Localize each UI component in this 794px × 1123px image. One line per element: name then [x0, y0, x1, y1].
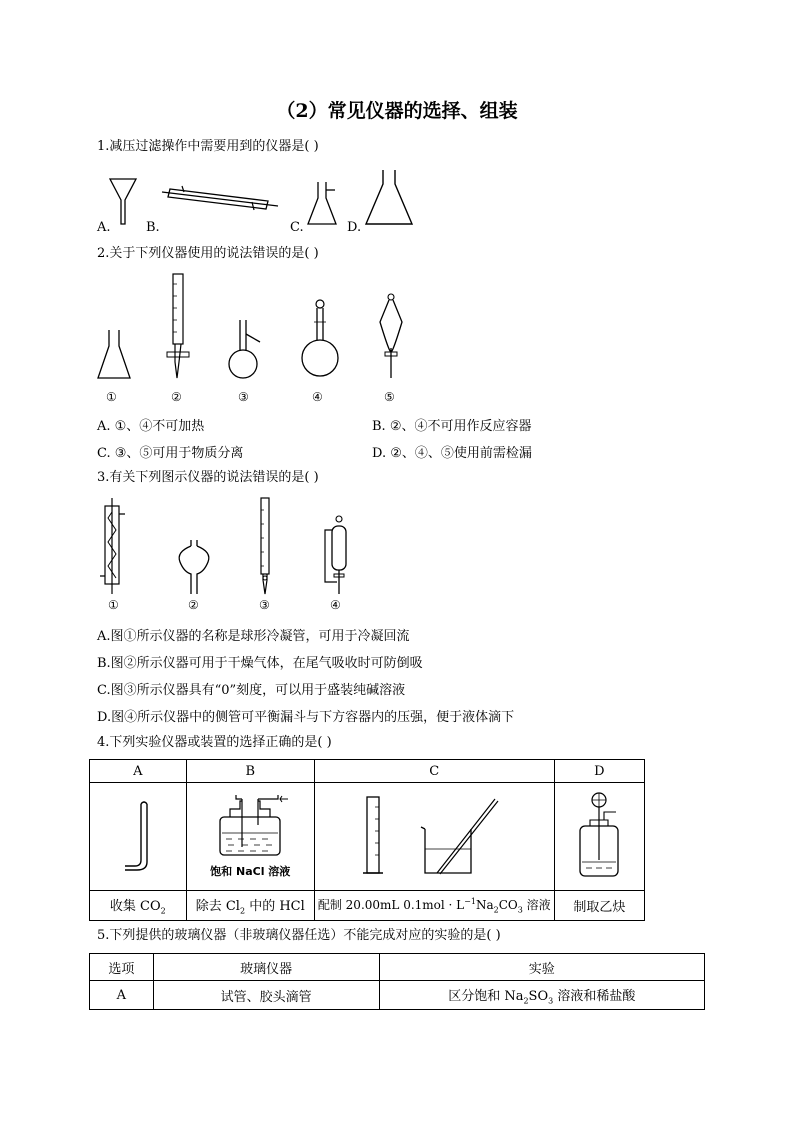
q3-fig1-label: ①	[108, 598, 119, 612]
q4-caption-b: 除去 $Cl_2$ 中的 HCl	[186, 891, 314, 921]
q4-header-a: A	[90, 760, 187, 783]
condenser-figure	[160, 186, 285, 214]
q5-header-option: 选项	[90, 954, 154, 981]
q4-figure-d	[554, 783, 644, 891]
q2-option-a: A. ①、④不可加热	[97, 419, 205, 434]
q2-option-b: B. ②、④不可用作反应容器	[372, 419, 532, 434]
q5-table	[89, 953, 705, 1010]
q1-label-d: D.	[347, 220, 362, 235]
q3-fig2-label: ②	[188, 598, 199, 612]
q3-fig3-burette	[254, 496, 276, 596]
funnel-figure	[108, 176, 138, 228]
q4-header-c: C	[314, 760, 554, 783]
q2-fig4-label: ④	[312, 390, 323, 404]
suction-flask-figure	[305, 180, 339, 228]
q2-option-d: D. ②、④、⑤使用前需检漏	[372, 446, 532, 461]
q1-label-a: A.	[97, 220, 111, 235]
q3-fig2-drying-bulb	[176, 538, 212, 596]
u-tube-icon	[123, 800, 153, 870]
q5-stem: 5.下列提供的玻璃仪器（非玻璃仪器任选）不能完成对应的实验的是( )	[97, 928, 501, 943]
cylinder-beaker-icon	[359, 793, 509, 877]
q4-header-b: B	[186, 760, 314, 783]
q5-row-a-experiment: 区分饱和 $Na_2SO_3$ 溶液和稀盐酸	[379, 981, 704, 1010]
q4-stem: 4.下列实验仪器或装置的选择正确的是( )	[97, 735, 332, 750]
q2-option-c: C. ③、⑤可用于物质分离	[97, 446, 244, 461]
q1-label-b: B.	[146, 220, 160, 235]
q5-row-a-glass: 试管、胶头滴管	[153, 981, 379, 1010]
q3-option-b: B.图②所示仪器可用于干燥气体，在尾气吸收时可防倒吸	[97, 656, 423, 671]
q2-fig3-label: ③	[238, 390, 249, 404]
q5-row-a-option: A	[90, 981, 154, 1010]
q5-header-experiment: 实验	[379, 954, 704, 981]
q5-header-glass: 玻璃仪器	[153, 954, 379, 981]
gas-washing-bottle-icon	[208, 795, 292, 857]
q4-figure-a	[90, 783, 187, 891]
q4-caption-c: 配制 20.00mL $0.1mol \cdot L^{-1}Na_2CO_3$ 溶液	[314, 891, 554, 921]
q4-caption-a: 收集 $CO_2$	[90, 891, 187, 921]
q4-header-d: D	[554, 760, 644, 783]
q2-fig1-label: ①	[106, 390, 117, 404]
conical-flask-figure	[363, 168, 415, 228]
q4-table	[89, 759, 645, 921]
q3-fig3-label: ③	[259, 598, 270, 612]
page-title: （2）常见仪器的选择、组装	[276, 100, 518, 122]
q3-option-a: A.图①所示仪器的名称是球形冷凝管，可用于冷凝回流	[97, 629, 410, 644]
gas-generator-icon	[572, 790, 626, 880]
q3-option-d: D.图④所示仪器中的侧管可平衡漏斗与下方容器内的压强，便于液体滴下	[97, 710, 515, 725]
q2-fig1-flask	[95, 328, 133, 382]
q1-stem: 1.减压过滤操作中需要用到的仪器是( )	[97, 139, 319, 154]
q3-fig1-bulb-condenser	[100, 496, 126, 596]
q3-fig4-pressure-funnel	[320, 514, 356, 596]
q4-caption-d: 制取乙炔	[554, 891, 644, 921]
q2-fig3-distilling-flask	[228, 318, 264, 382]
q1-label-c: C.	[290, 220, 304, 235]
q4-figure-b	[186, 783, 314, 891]
q4-figure-c	[314, 783, 554, 891]
q2-fig5-separatory-funnel	[376, 292, 406, 382]
q2-fig5-label: ⑤	[384, 390, 395, 404]
q2-fig2-label: ②	[171, 390, 182, 404]
q2-fig4-volumetric-flask	[300, 296, 340, 382]
q3-fig4-label: ④	[330, 598, 341, 612]
q3-stem: 3.有关下列图示仪器的说法错误的是( )	[97, 470, 319, 485]
q3-option-c: C.图③所示仪器具有“0”刻度，可以用于盛装纯碱溶液	[97, 683, 406, 698]
q4-figure-b-label: 饱和 NaCl 溶液	[210, 864, 291, 878]
q2-stem: 2.关于下列仪器使用的说法错误的是( )	[97, 246, 319, 261]
table-row	[90, 981, 705, 1010]
q2-fig2-burette	[165, 272, 191, 382]
